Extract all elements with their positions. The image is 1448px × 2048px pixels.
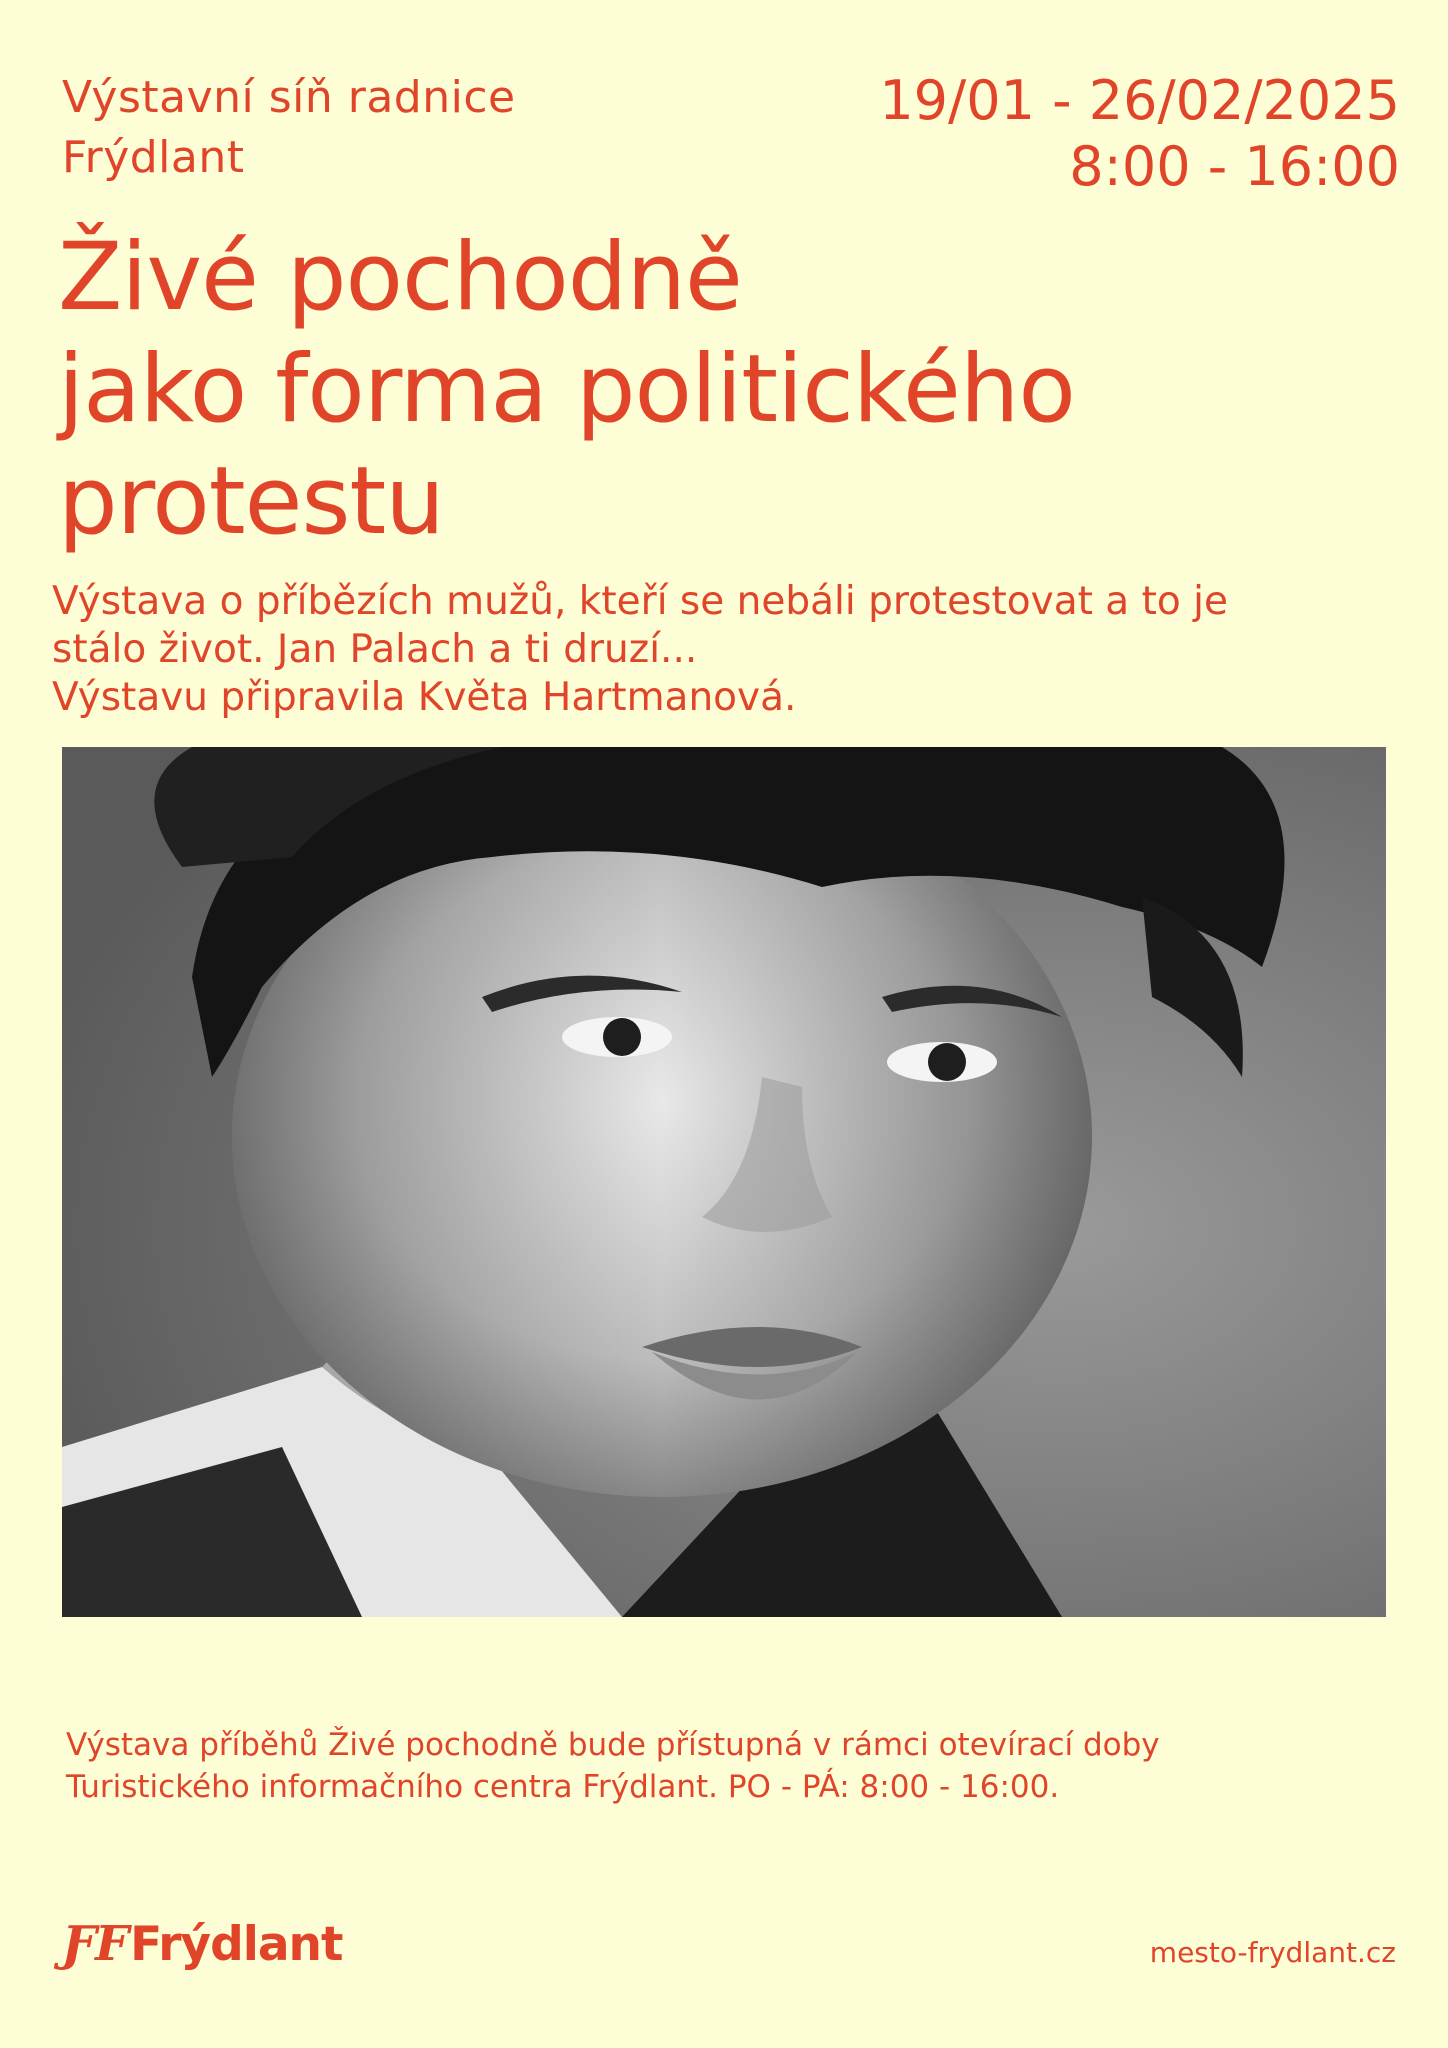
venue [62, 68, 516, 188]
note-line-1: Výstava příběhů Živé pochodně bude přístupná v rámci otevírací doby [66, 1727, 1160, 1763]
title-line-1: Živé pochodně [58, 223, 742, 332]
date-range: 19/01 - 26/02/2025 [879, 69, 1400, 132]
opening-note [66, 1724, 1160, 1808]
portrait-photo [62, 747, 1386, 1617]
note-line-2: Turistického informačního centra Frýdlant. PO - PÁ: 8:00 - 16:00. [66, 1769, 1060, 1805]
exhibition-title [58, 222, 1075, 558]
frydlant-logo-mark-icon: ƑF [62, 1916, 129, 1972]
opening-hours: 8:00 - 16:00 [1069, 135, 1400, 198]
title-line-2: jako forma politického [58, 335, 1075, 444]
exhibition-dates [879, 68, 1400, 200]
venue-line-1: Výstavní síň radnice [62, 72, 516, 123]
title-line-3: protestu [58, 447, 444, 556]
frydlant-logo-text: Frýdlant [130, 1916, 343, 1972]
description-line-3: Výstavu připravila Květa Hartmanová. [52, 675, 797, 720]
description-line-2: stálo život. Jan Palach a ti druzí... [52, 627, 698, 672]
frydlant-logo[interactable] [62, 1916, 342, 1972]
description-line-1: Výstava o příbězích mužů, kteří se nebáli protestovat a to je [52, 579, 1228, 624]
website-link[interactable]: mesto-frydlant.cz [1149, 1936, 1396, 1969]
venue-line-2: Frýdlant [62, 132, 245, 183]
exhibition-description [52, 578, 1228, 722]
